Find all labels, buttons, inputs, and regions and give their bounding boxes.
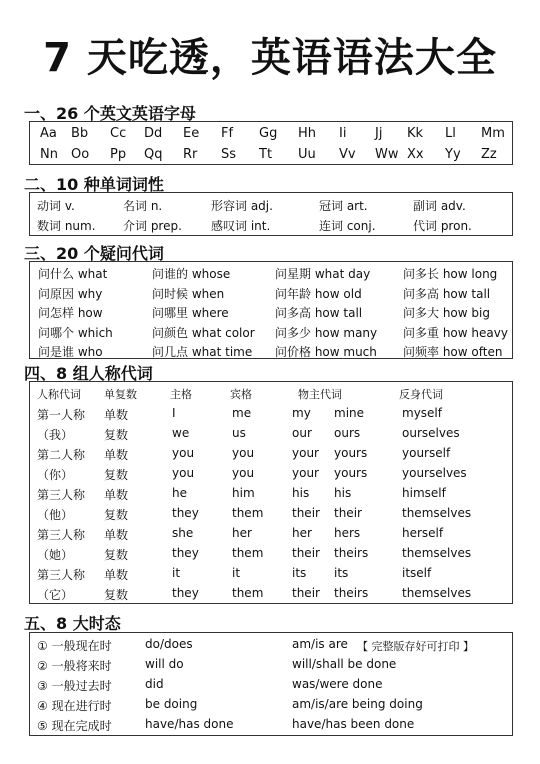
question-word: 问谁的 whose xyxy=(152,267,231,281)
alphabet-letter: Yy xyxy=(445,147,461,162)
tense-cell: will/shall be done xyxy=(292,657,397,671)
pronoun-cell: 单数 xyxy=(104,448,129,462)
alphabet-letter: Qq xyxy=(144,147,163,162)
question-word: 问星期 what day xyxy=(275,267,371,281)
tense-cell: be doing xyxy=(145,697,198,711)
pronoun-cell: themselves xyxy=(402,546,472,560)
part-of-speech: 连词 conj. xyxy=(319,219,376,233)
question-word: 问原因 why xyxy=(38,286,103,301)
section-heading-tenses: 五、8 大时态 xyxy=(24,614,121,633)
pronoun-cell: you xyxy=(172,446,195,460)
pronoun-cell: their xyxy=(292,586,320,600)
page-title: 7 天吃透，英语语法大全 xyxy=(43,35,497,81)
part-of-speech: 代词 pron. xyxy=(413,219,472,233)
parts-of-speech-box xyxy=(29,192,513,236)
question-words-box xyxy=(29,261,513,359)
pronoun-cell: themselves xyxy=(402,586,472,600)
question-word: 问多重 how heavy xyxy=(403,325,508,340)
pronoun-cell: I xyxy=(172,406,176,420)
alphabet-letter: Cc xyxy=(110,126,127,141)
part-of-speech: 数词 num. xyxy=(37,219,96,233)
tense-cell: am/is/are being doing xyxy=(292,697,423,711)
pronoun-cell: 单数 xyxy=(104,568,129,582)
part-of-speech: 副词 adv. xyxy=(413,199,466,213)
alphabet-letter: Xx xyxy=(407,147,424,162)
alphabet-letter: Vv xyxy=(339,147,356,162)
pronoun-cell: theirs xyxy=(334,586,369,600)
question-word: 问多高 how tall xyxy=(403,286,491,301)
pronoun-cell: （她） xyxy=(37,548,74,562)
question-word: 问多高 how tall xyxy=(275,306,363,320)
pronoun-cell: myself xyxy=(402,406,442,420)
part-of-speech: 动词 v. xyxy=(37,199,75,213)
pronoun-cell: 复数 xyxy=(104,468,129,482)
alphabet-box xyxy=(29,121,513,165)
tense-cell: ① 一般现在时 xyxy=(37,639,112,653)
pronoun-cell: her xyxy=(232,526,252,540)
pronoun-cell: 第三人称 xyxy=(37,488,86,502)
pronoun-cell: them xyxy=(232,586,264,600)
pronoun-cell: your xyxy=(292,446,319,460)
tense-cell: have/has been done xyxy=(292,717,415,731)
part-of-speech: 介词 prep. xyxy=(123,219,182,233)
tense-cell: do/does xyxy=(145,637,193,651)
section-heading-parts-of-speech: 二、10 种单词词性 xyxy=(24,175,164,194)
section-heading-alphabet: 一、26 个英文英语字母 xyxy=(24,104,196,123)
pronoun-cell: it xyxy=(232,566,241,580)
section-heading-pronouns: 四、8 组人称代词 xyxy=(24,364,153,383)
tense-cell: was/were done xyxy=(292,677,383,691)
alphabet-letter: Jj xyxy=(375,126,383,141)
pronoun-cell: your xyxy=(292,466,319,480)
pronoun-cell: theirs xyxy=(334,546,369,560)
tenses-box xyxy=(29,632,513,736)
pronoun-cell: his xyxy=(334,486,352,500)
pronoun-cell: （它） xyxy=(37,588,74,602)
alphabet-letter: Ww xyxy=(375,147,399,162)
pronoun-cell: mine xyxy=(334,406,365,420)
pronoun-cell: you xyxy=(232,466,255,480)
part-of-speech: 冠词 art. xyxy=(319,199,368,213)
pronoun-cell: （他） xyxy=(37,508,74,522)
pronoun-cell: their xyxy=(334,506,362,520)
pronoun-cell: them xyxy=(232,546,264,560)
pronoun-cell: 第二人称 xyxy=(37,448,86,462)
alphabet-letter: Ll xyxy=(445,126,456,141)
question-word: 问时候 when xyxy=(152,286,225,301)
alphabet-letter: Aa xyxy=(40,126,57,141)
pronoun-cell: （我） xyxy=(37,428,74,442)
pronoun-cell: him xyxy=(232,486,255,500)
pronoun-cell: my xyxy=(292,406,311,420)
pronoun-cell: you xyxy=(172,466,195,480)
pronoun-column-header: 人称代词 xyxy=(37,388,81,401)
pronoun-cell: themselves xyxy=(402,506,472,520)
pronoun-cell: you xyxy=(232,446,255,460)
tense-cell: have/has done xyxy=(145,717,234,731)
alphabet-letter: Ee xyxy=(183,126,200,141)
pronoun-cell: 第三人称 xyxy=(37,568,86,582)
alphabet-letter: Rr xyxy=(183,147,198,162)
question-word: 问颜色 what color xyxy=(152,325,255,340)
pronoun-cell: it xyxy=(172,566,181,580)
pronoun-cell: them xyxy=(232,506,264,520)
pronoun-cell: they xyxy=(172,546,199,560)
question-word: 问是谁 who xyxy=(38,345,103,359)
pronoun-cell: 单数 xyxy=(104,488,129,502)
question-word: 问哪里 where xyxy=(152,306,229,320)
pronoun-cell: me xyxy=(232,406,252,420)
pronoun-cell: ourselves xyxy=(402,426,460,440)
alphabet-letter: Zz xyxy=(481,147,497,162)
alphabet-letter: Ss xyxy=(221,147,237,162)
pronoun-cell: yourselves xyxy=(402,466,467,480)
pronouns-box xyxy=(29,381,513,604)
part-of-speech: 名词 n. xyxy=(123,199,163,213)
pronoun-cell: they xyxy=(172,586,199,600)
pronoun-column-header: 反身代词 xyxy=(399,388,443,401)
alphabet-letter: Pp xyxy=(110,147,127,162)
question-word: 问几点 what time xyxy=(152,345,253,359)
pronoun-cell: 复数 xyxy=(104,588,129,602)
tense-cell: did xyxy=(145,677,164,691)
part-of-speech: 感叹词 int. xyxy=(211,219,271,233)
pronoun-column-header: 单复数 xyxy=(104,388,137,401)
pronoun-cell: us xyxy=(232,426,246,440)
printable-note: 【 完整版存好可打印 】 xyxy=(357,640,474,653)
pronoun-column-header: 主格 xyxy=(170,388,192,401)
pronoun-cell: 复数 xyxy=(104,548,129,562)
alphabet-letter: Nn xyxy=(40,147,58,162)
pronoun-cell: we xyxy=(172,426,190,440)
pronoun-cell: he xyxy=(172,486,187,500)
question-word: 问年龄 how old xyxy=(275,286,362,301)
alphabet-letter: Bb xyxy=(71,126,89,141)
alphabet-letter: Hh xyxy=(298,126,317,141)
alphabet-letter: Uu xyxy=(298,147,316,162)
pronoun-cell: her xyxy=(292,526,312,540)
section-heading-question-words: 三、20 个疑问代词 xyxy=(24,244,164,263)
alphabet-letter: Ff xyxy=(221,126,234,141)
pronoun-cell: they xyxy=(172,506,199,520)
alphabet-letter: Kk xyxy=(407,126,424,141)
pronoun-cell: his xyxy=(292,486,310,500)
question-word: 问多少 how many xyxy=(275,325,378,340)
pronoun-cell: yourself xyxy=(402,446,451,460)
question-word: 问价格 how much xyxy=(275,345,377,359)
pronoun-cell: itself xyxy=(402,566,432,580)
pronoun-column-header: 宾格 xyxy=(230,388,252,401)
tense-cell: will do xyxy=(145,657,184,671)
alphabet-letter: Gg xyxy=(259,126,278,141)
pronoun-cell: 复数 xyxy=(104,428,129,442)
pronoun-cell: 单数 xyxy=(104,528,129,542)
part-of-speech: 形容词 adj. xyxy=(211,199,273,213)
alphabet-letter: Oo xyxy=(71,147,90,162)
pronoun-cell: she xyxy=(172,526,194,540)
pronoun-cell: 复数 xyxy=(104,508,129,522)
pronoun-cell: their xyxy=(292,506,320,520)
question-word: 问哪个 which xyxy=(38,325,113,340)
tense-cell: ② 一般将来时 xyxy=(37,659,112,673)
pronoun-cell: their xyxy=(292,546,320,560)
pronoun-cell: our xyxy=(292,426,312,440)
pronoun-cell: 单数 xyxy=(104,408,129,422)
tense-cell: ⑤ 现在完成时 xyxy=(37,719,112,733)
pronoun-cell: ours xyxy=(334,426,361,440)
question-word: 问多长 how long xyxy=(403,267,498,281)
tense-cell: ③ 一般过去时 xyxy=(37,679,112,693)
pronoun-cell: yours xyxy=(334,446,368,460)
pronoun-cell: herself xyxy=(402,526,444,540)
tense-cell: ④ 现在进行时 xyxy=(37,699,112,713)
question-word: 问什么 what xyxy=(38,267,108,281)
pronoun-cell: 第三人称 xyxy=(37,528,86,542)
alphabet-letter: Ii xyxy=(339,126,347,141)
alphabet-letter: Tt xyxy=(259,147,273,162)
pronoun-cell: its xyxy=(292,566,307,580)
alphabet-letter: Dd xyxy=(144,126,163,141)
pronoun-cell: hers xyxy=(334,526,361,540)
pronoun-cell: （你） xyxy=(37,468,74,482)
question-word: 问频率 how often xyxy=(403,345,503,359)
alphabet-letter: Mm xyxy=(481,126,505,141)
pronoun-cell: yours xyxy=(334,466,368,480)
question-word: 问怎样 how xyxy=(38,306,103,320)
tense-cell: am/is are xyxy=(292,637,348,651)
question-word: 问多大 how big xyxy=(403,306,490,320)
pronoun-cell: its xyxy=(334,566,349,580)
pronoun-column-header: 物主代词 xyxy=(298,388,342,401)
pronoun-cell: 第一人称 xyxy=(37,408,86,422)
pronoun-cell: himself xyxy=(402,486,446,500)
